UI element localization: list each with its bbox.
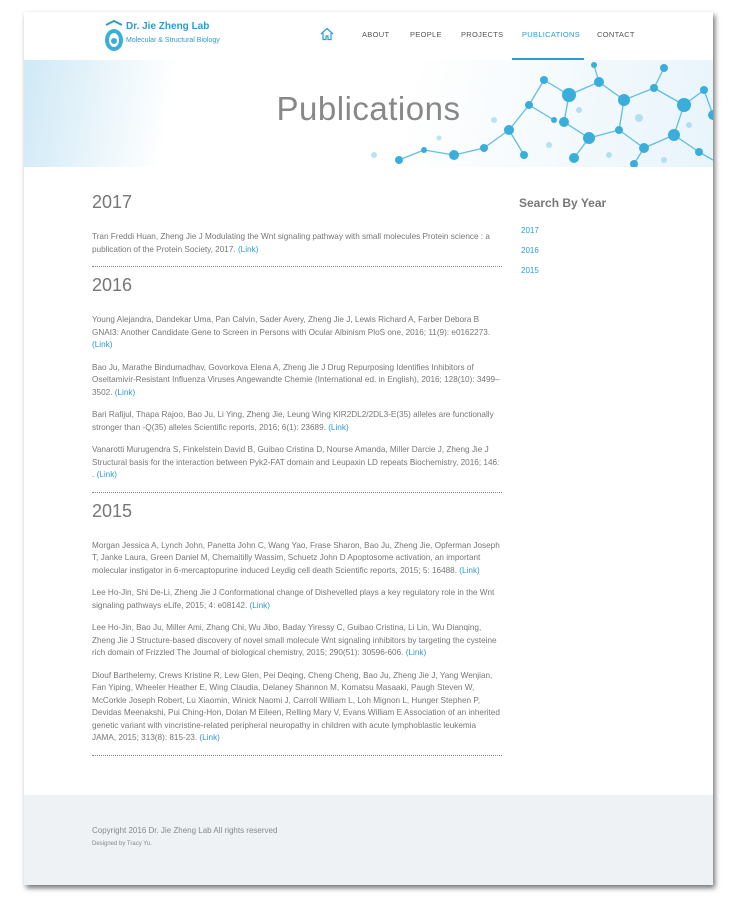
publication-link[interactable]: (Link) [237, 244, 259, 254]
brand-subtitle: Molecular & Structural Biology [126, 37, 220, 44]
nav-about[interactable]: ABOUT [362, 30, 390, 39]
publication-item [92, 314, 502, 352]
publication-link[interactable]: (Link) [459, 565, 480, 575]
footer [24, 795, 713, 885]
sidebar-year-2015[interactable]: 2015 [521, 266, 539, 275]
publication-item [92, 587, 502, 612]
designer-credit: Designed by Tracy Yu. [92, 841, 152, 847]
publication-text: Bari Rafijul, Thapa Rajoo, Bao Ju, Li Ying, Zheng Jie, Leung Wing KIR2DL2/2DL3-E(35) alleles are functionally stronger than -Q(35) alleles Scientific reports, 2016; 6(1): 23689. [92, 410, 494, 432]
publication-text: Tran Freddi Huan, Zheng Jie J Modulating the Wnt signaling pathway with small molecules Protein science : a publication of the Protein Society, 2017. [92, 232, 490, 254]
publication-item [92, 231, 502, 256]
sidebar-year-2017[interactable]: 2017 [521, 226, 539, 235]
publication-item [92, 540, 502, 578]
nav-projects[interactable]: PROJECTS [461, 30, 504, 39]
nav-publications[interactable]: PUBLICATIONS [522, 30, 581, 39]
year-heading-2017: 2017 [92, 192, 133, 212]
year-heading-2016: 2016 [92, 275, 133, 295]
publication-item [92, 444, 502, 482]
sidebar-title: Search By Year [519, 196, 607, 210]
copyright-text: Copyright 2016 Dr. Jie Zheng Lab All rights reserved [92, 826, 278, 835]
page [24, 12, 713, 885]
header [24, 12, 713, 60]
section-divider [92, 492, 502, 493]
publication-text: Lee Ho-Jin, Bao Ju, Miller Ami, Zhang Chi, Wu Jibo, Baday Yiressy C, Guibao Cristina, Li Lin, Wu Dianqing, Zheng Jie J Structure-based discovery of novel small molecule Wnt signaling inhibitors by targeting the cysteine rich domain of Frizzled The Journal of biological chemistry, 2015; 290(51): 30596-606. [92, 623, 497, 657]
publication-text: Bao Ju, Marathe Bindumadhav, Govorkova Elena A, Zheng Jie J Drug Repurposing Identifies Inhibitors of Oseltamivir-Resistant Influenza Viruses Angewandte Chemie (International ed. in English), 2016; 128(10): 3499–3502. [92, 362, 500, 397]
publication-item [92, 409, 502, 434]
home-icon[interactable] [320, 27, 334, 41]
hero-banner [24, 60, 713, 167]
publication-link[interactable]: (Link) [92, 340, 113, 349]
publication-link[interactable]: (Link) [249, 600, 270, 610]
brand-title[interactable]: Dr. Jie Zheng Lab [126, 21, 210, 32]
publication-link[interactable]: (Link) [114, 387, 136, 397]
publication-text: Young Alejandra, Dandekar Uma, Pan Calvin, Sader Avery, Zheng Jie J, Lewis Richard A, Farber Debora B GNAI3: Another Candidate Gene to Screen in Persons with Ocular Albinism PloS one, 2016; 11(9): e0162273. [92, 315, 491, 337]
nav-contact[interactable]: CONTACT [597, 30, 635, 39]
publication-link[interactable]: (Link) [96, 470, 118, 479]
publication-link[interactable]: (Link) [405, 648, 427, 657]
publication-item [92, 622, 502, 660]
section-divider [92, 266, 502, 267]
publication-text: Lee Ho-Jin, Shi De-Li, Zheng Jie J Conformational change of Dishevelled plays a key regulatory role in the Wnt signaling pathways eLife, 2015; 4: e08142. [92, 588, 495, 610]
year-sidebar [519, 196, 659, 286]
publication-text: Diouf Barthelemy, Crews Kristine R, Lew Glen, Pei Deqing, Cheng Cheng, Bao Ju, Zheng Jie J, Yang Wenjian, Fan Yiping, Wheeler Heather E, Wing Claudia, Delaney Shannon M, Komatsu Masaaki, Paugh Steven W, McCorkle Joseph Robert, Lu Xiaomin, Winick Naomi J, Carroll William L, Loh Mignon L, Hunger Stephen P, Devidas Meenakshi, Pui Ching-Hon, Dolan M Eileen, Relling Mary V, Evans William E Association of an inherited genetic variant with vincristine-related peripheral neuropathy in children with acute lymphoblastic leukemia JAMA, 2015; 313(8): 815-23. [92, 670, 500, 742]
publication-link[interactable]: (Link) [199, 733, 220, 742]
publications-list [92, 192, 502, 764]
page-title: Publications [276, 90, 461, 127]
publication-item [92, 670, 502, 745]
publication-item [92, 362, 502, 400]
nav-people[interactable]: PEOPLE [410, 30, 442, 39]
sidebar-year-2016[interactable]: 2016 [521, 246, 539, 255]
year-heading-2015: 2015 [92, 500, 133, 521]
publication-text: Morgan Jessica A, Lynch John, Panetta John C, Wang Yao, Frase Sharon, Bao Ju, Zheng Jie, Opferman Joseph T, Janke Laura, Green Daniel M, Chemaitilly Wassim, Schuetz John D Apoptosome activation, an important molecular instigator in 6-mercaptopurine induced Leydig cell death Scientific reports, 2015; 5: 16488. [92, 540, 500, 575]
publication-link[interactable]: (Link) [328, 422, 349, 432]
section-divider [92, 755, 502, 756]
publication-text: Vanarotti Murugendra S, Finkelstein David B, Guibao Cristina D, Nourse Amanda, Miller Darcie J, Zheng Jie J Structural basis for the interaction between Pyk2-FAT domain and Leupaxin LD repeats Biochemistry, 2016; 146: . [92, 445, 500, 479]
